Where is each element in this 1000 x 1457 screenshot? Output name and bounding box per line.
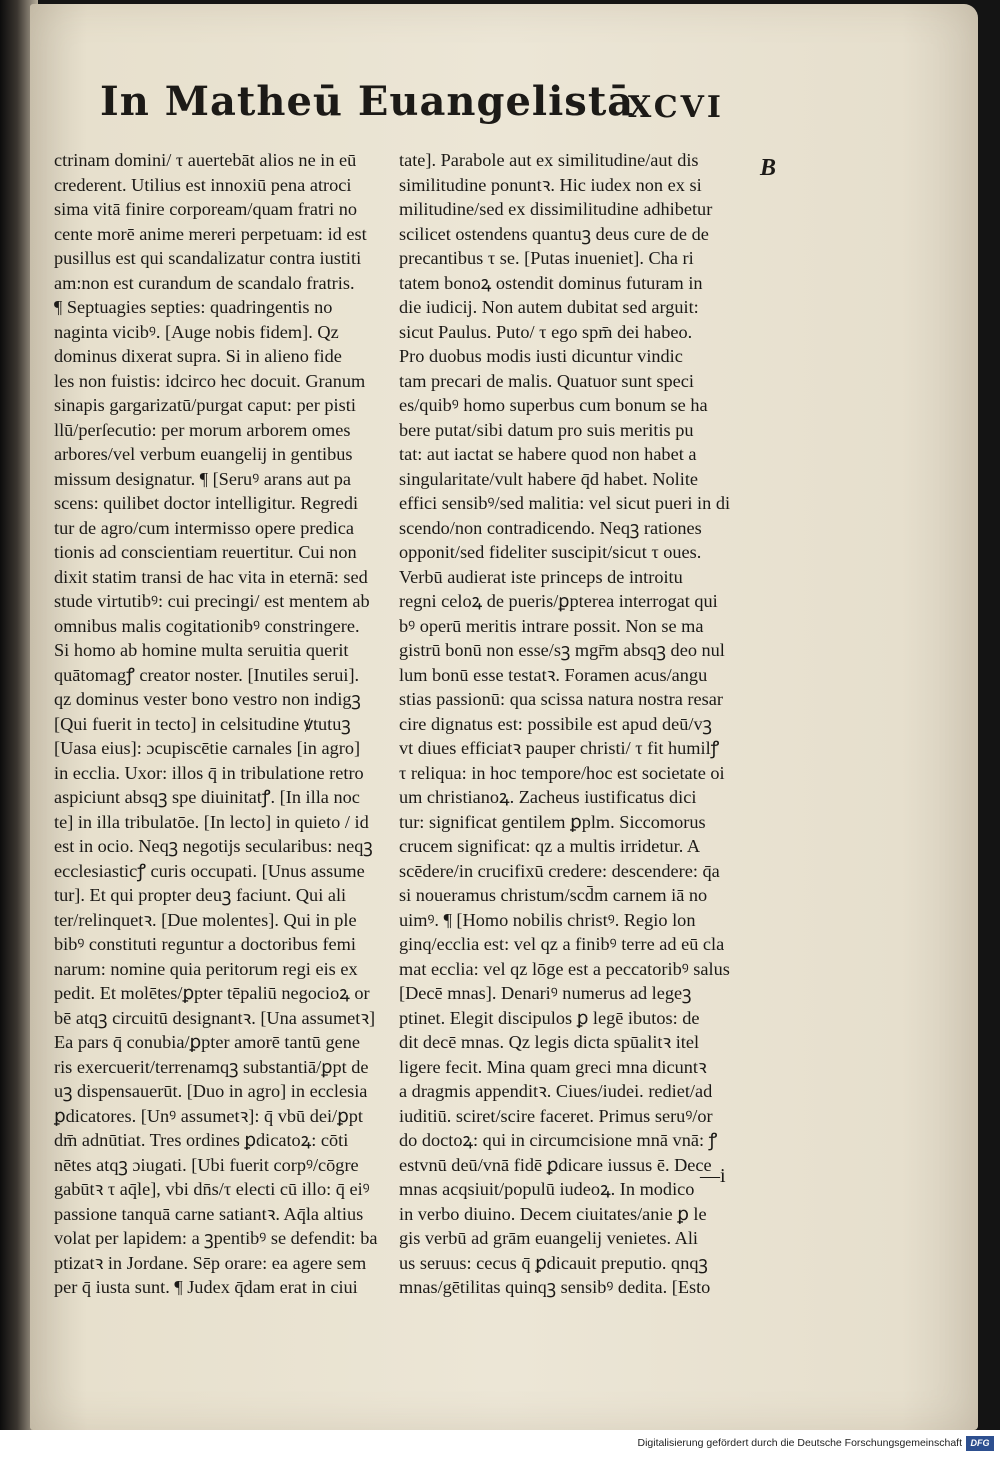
text-column-left [54,148,394,1300]
text-line: dominus dixerat supra. Si in alieno fide [54,346,342,366]
text-line: ptizatꝛ in Jordane. Sēp orare: ea agere sem [54,1252,367,1273]
text-line: pedit. Et molētes/ꝑpter tēpaliū negocioꝝ or [54,983,370,1003]
running-head-title: In Matheū Euangelistā [100,78,635,125]
text-line: ligere fecit. Mina quam greci mna dicuntꝛ [399,1056,707,1077]
text-line: precantibus τ se. [Putas inueniet]. Cha ri [399,248,694,268]
text-line: am:non est curandum de scandalo fratris. [54,272,355,293]
text-line: iuditiū. sciret/scire faceret. Primus seruꝰ/or [399,1105,713,1126]
text-line: les non fuistis: idcirco hec docuit. Granum [54,370,366,391]
text-line: ter/relinquetꝛ. [Due molentes]. Qui in ple [54,909,357,930]
text-line: Pro duobus modis iusti dicuntur vindic [399,346,683,366]
text-column-right [399,148,744,1300]
text-line: arbores/vel verbum euangelij in gentibus [54,444,353,464]
text-line: um christianoꝝ. Zacheus iustificatus dici [399,787,697,807]
text-line: dixit statim transi de hac vita in eternā: sed [54,566,368,587]
text-line: narum: nomine quia peritorum regi eis ex [54,958,358,979]
text-line: ꝑdicatores. [Unꝰ assumetꝛ]: q̄ vbū dei/ꝑpt [54,1105,363,1126]
signature-mark: B [760,155,777,181]
text-line: uimꝰ. ¶ [Homo nobilis christꝰ. Regio lon [399,909,696,930]
text-line: tur]. Et qui propter deuꝫ faciunt. Qui ali [54,885,347,905]
text-line: gis verbū ad grām euangelij venietes. Ali [399,1228,699,1248]
text-line: stias passionū: qua scissa natura nostra resar [399,689,723,709]
text-line: ¶ Septuagies septies: quadringentis no [54,297,333,317]
text-line: ginq/ecclia est: vel qz a finibꝰ terre ad eū cla [399,934,725,954]
text-line: quātomagꝭ creator noster. [Inutiles serui]. [54,664,360,685]
text-line: stude virtutibꝰ: cui precingi/ est mentem ab [54,591,370,611]
text-line: opponit/sed fideliter suscipit/sicut τ oues. [399,542,702,562]
text-line: lum bonū esse testatꝛ. Foramen acus/angu [399,664,708,685]
text-line: ctrinam domini/ τ auertebāt alios ne in eū [54,150,357,170]
text-line: vt diues efficiatꝛ pauper christi/ τ fit humilꝭ [399,738,720,758]
text-line: die iudicij. Non autem dubitat sed arguit: [399,297,699,317]
text-line: mat ecclia: vel qz lōge est a peccatoribꝰ salus [399,958,730,979]
text-line: in verbo diuino. Decem ciuitates/anie ꝑ le [399,1203,707,1224]
text-line: tionis ad conscientiam reuertitur. Cui non [54,542,357,562]
text-line: regni celoꝝ de pueris/ꝑpterea interrogat qui [399,591,718,611]
text-line: missum designatur. ¶ [Seruꝰ arans aut pa [54,468,352,489]
text-line: Si homo ab homine multa seruitia querit [54,640,349,660]
text-line: τ reliqua: in hoc tempore/hoc est societate oi [399,762,725,783]
text-line: gistrū bonū non esse/sꝫ mgr̄m absqꝫ deo nul [399,640,725,660]
text-line: [Decē mnas]. Denariꝰ numerus ad legeꝫ [399,983,692,1003]
text-line: mnas/gētilitas quinqꝫ sensibꝰ dedita. [Esto [399,1277,711,1297]
text-line: cente morē anime mereri perpetuam: id est [54,223,367,244]
text-line: crucem significat: qz a multis irridetur. A [399,836,701,856]
text-line: sima vitā finire corpoream/quam fratri no [54,199,358,219]
text-line: bere putat/sibi datum pro suis meritis pu [399,419,694,440]
text-line: scilicet ostendens quantuꝫ deus cure de de [399,223,709,244]
text-line: te] in illa tribulatōe. [In lecto] in quieto / id [54,811,369,832]
text-line: mnas acqsiuit/populū iudeoꝝ. In modico [399,1179,695,1199]
text-line: crederent. Utilius est innoxiū pena atroci [54,174,352,195]
text-line: [Uasa eius]: ɔcupiscētie carnales [in agro] [54,738,361,758]
text-line: ptinet. Elegit discipulos ꝑ legē ibutos: de [399,1007,700,1028]
text-line: cire dignatus est: possibile est apud deū/vꝫ [399,713,712,734]
text-line: dit decē mnas. Qz legis dicta spūalitꝛ itel [399,1032,700,1052]
text-line: ecclesiasticꝭ curis occupati. [Unus assume [54,860,365,881]
text-line: a dragmis appenditꝛ. Ciues/iudei. rediet/ad [399,1081,713,1101]
text-line: us seruus: cecus q̄ ꝑdicauit preputio. qnqꝫ [399,1252,708,1273]
text-line: similitudine ponuntꝛ. Hic iudex non ex si [399,174,702,195]
text-line: omnibus malis cogitationibꝰ constringere. [54,615,360,636]
text-line: gabūtꝛ τ aq̄le], vbi dn̄s/τ electi cū illo: q̄ eiꝰ [54,1179,370,1199]
text-line: bē atqꝫ circuitū designantꝛ. [Una assumetꝛ] [54,1007,376,1028]
text-line: tur de agro/cum intermisso opere predica [54,517,355,538]
dfg-logo-icon: DFG [966,1436,994,1451]
text-line: tam precari de malis. Quatuor sunt speci [399,370,694,391]
text-line: qz dominus vester bono vestro non indigꝫ [54,689,361,709]
text-line: si noueramus christum/scd̄m carnem iā no [399,885,708,905]
text-line: tate]. Parabole aut ex similitudine/aut dis [399,150,699,170]
text-line: sinapis gargarizatū/purgat caput: per pisti [54,395,356,415]
text-line: singularitate/vult habere q̄d habet. Nolite [399,468,699,489]
text-line: [Qui fuerit in tecto] in celsitudine ꝟtutuꝫ [54,713,351,734]
text-line: ris exercuerit/terrenamqꝫ substantiā/ꝑpt de [54,1056,369,1077]
text-line: llū/perſecutio: per morum arborem omes [54,419,351,440]
text-line: naginta vicibꝰ. [Auge nobis fidem]. Qz [54,321,339,342]
folio-number: XCVI [628,90,724,125]
digitization-footer [0,1430,1000,1457]
text-line: tat: aut iactat se habere quod non habet a [399,444,697,464]
text-line: scēdere/in crucifixū credere: descendere: q̄a [399,860,720,881]
text-line: tatem bonoꝝ ostendit dominus futuram in [399,272,703,293]
text-line: bibꝰ constituti reguntur a doctoribus femi [54,934,356,954]
funding-credit: Digitalisierung gefördert durch die Deutsche Forschungsgemeinschaft [637,1437,962,1449]
text-line: dm̄ adnūtiat. Tres ordines ꝑdicatoꝝ: cōti [54,1130,349,1150]
text-line: estvnū deū/vnā fidē ꝑdicare iussus ē. Dece [399,1154,712,1175]
text-line: in ecclia. Uxor: illos q̄ in tribulatione retro [54,762,364,783]
text-line: Ea pars q̄ conubia/ꝑpter amorē tantū gene [54,1032,361,1052]
text-line: scendo/non contradicendo. Neqꝫ rationes [399,517,702,538]
text-line: per q̄ iusta sunt. ¶ Judex q̄dam erat in ciui [54,1277,358,1297]
text-line: est in ocio. Neqꝫ negotijs secularibus: neqꝫ [54,836,373,856]
text-line: effici sensibꝰ/sed malitia: vel sicut pueri in di [399,493,731,513]
text-line: tur: significat gentilem ꝑplm. Siccomorus [399,811,706,832]
text-line: volat per lapidem: a ꝫpentibꝰ se defendit: ba [54,1228,378,1248]
text-line: passione tanquā carne satiantꝛ. Aq̄la altius [54,1203,364,1224]
catchword: —i [700,1165,726,1187]
text-line: do doctoꝝ: qui in circumcisione mnā vnā: ꝭ [399,1130,718,1150]
text-line: sicut Paulus. Puto/ τ ego spm̄ dei habeo. [399,321,693,342]
text-line: militudine/sed ex dissimilitudine adhibetur [399,199,713,219]
text-line: uꝫ dispensauerūt. [Duo in agro] in ecclesia [54,1081,368,1101]
text-line: es/quibꝰ homo superbus cum bonum se ha [399,395,708,415]
text-line: bꝰ operū meritis intrare possit. Non se ma [399,615,704,636]
text-line: scens: quilibet doctor intelligitur. Regredi [54,493,359,513]
text-line: pusillus est qui scandalizatur contra iustiti [54,248,362,268]
text-line: nētes atqꝫ ɔiugati. [Ubi fuerit corpꝰ/cōgre [54,1154,359,1175]
text-line: Verbū audierat iste princeps de introitu [399,566,683,587]
text-line: aspiciunt absqꝫ spe diuinitatꝭ. [In illa noc [54,787,360,807]
